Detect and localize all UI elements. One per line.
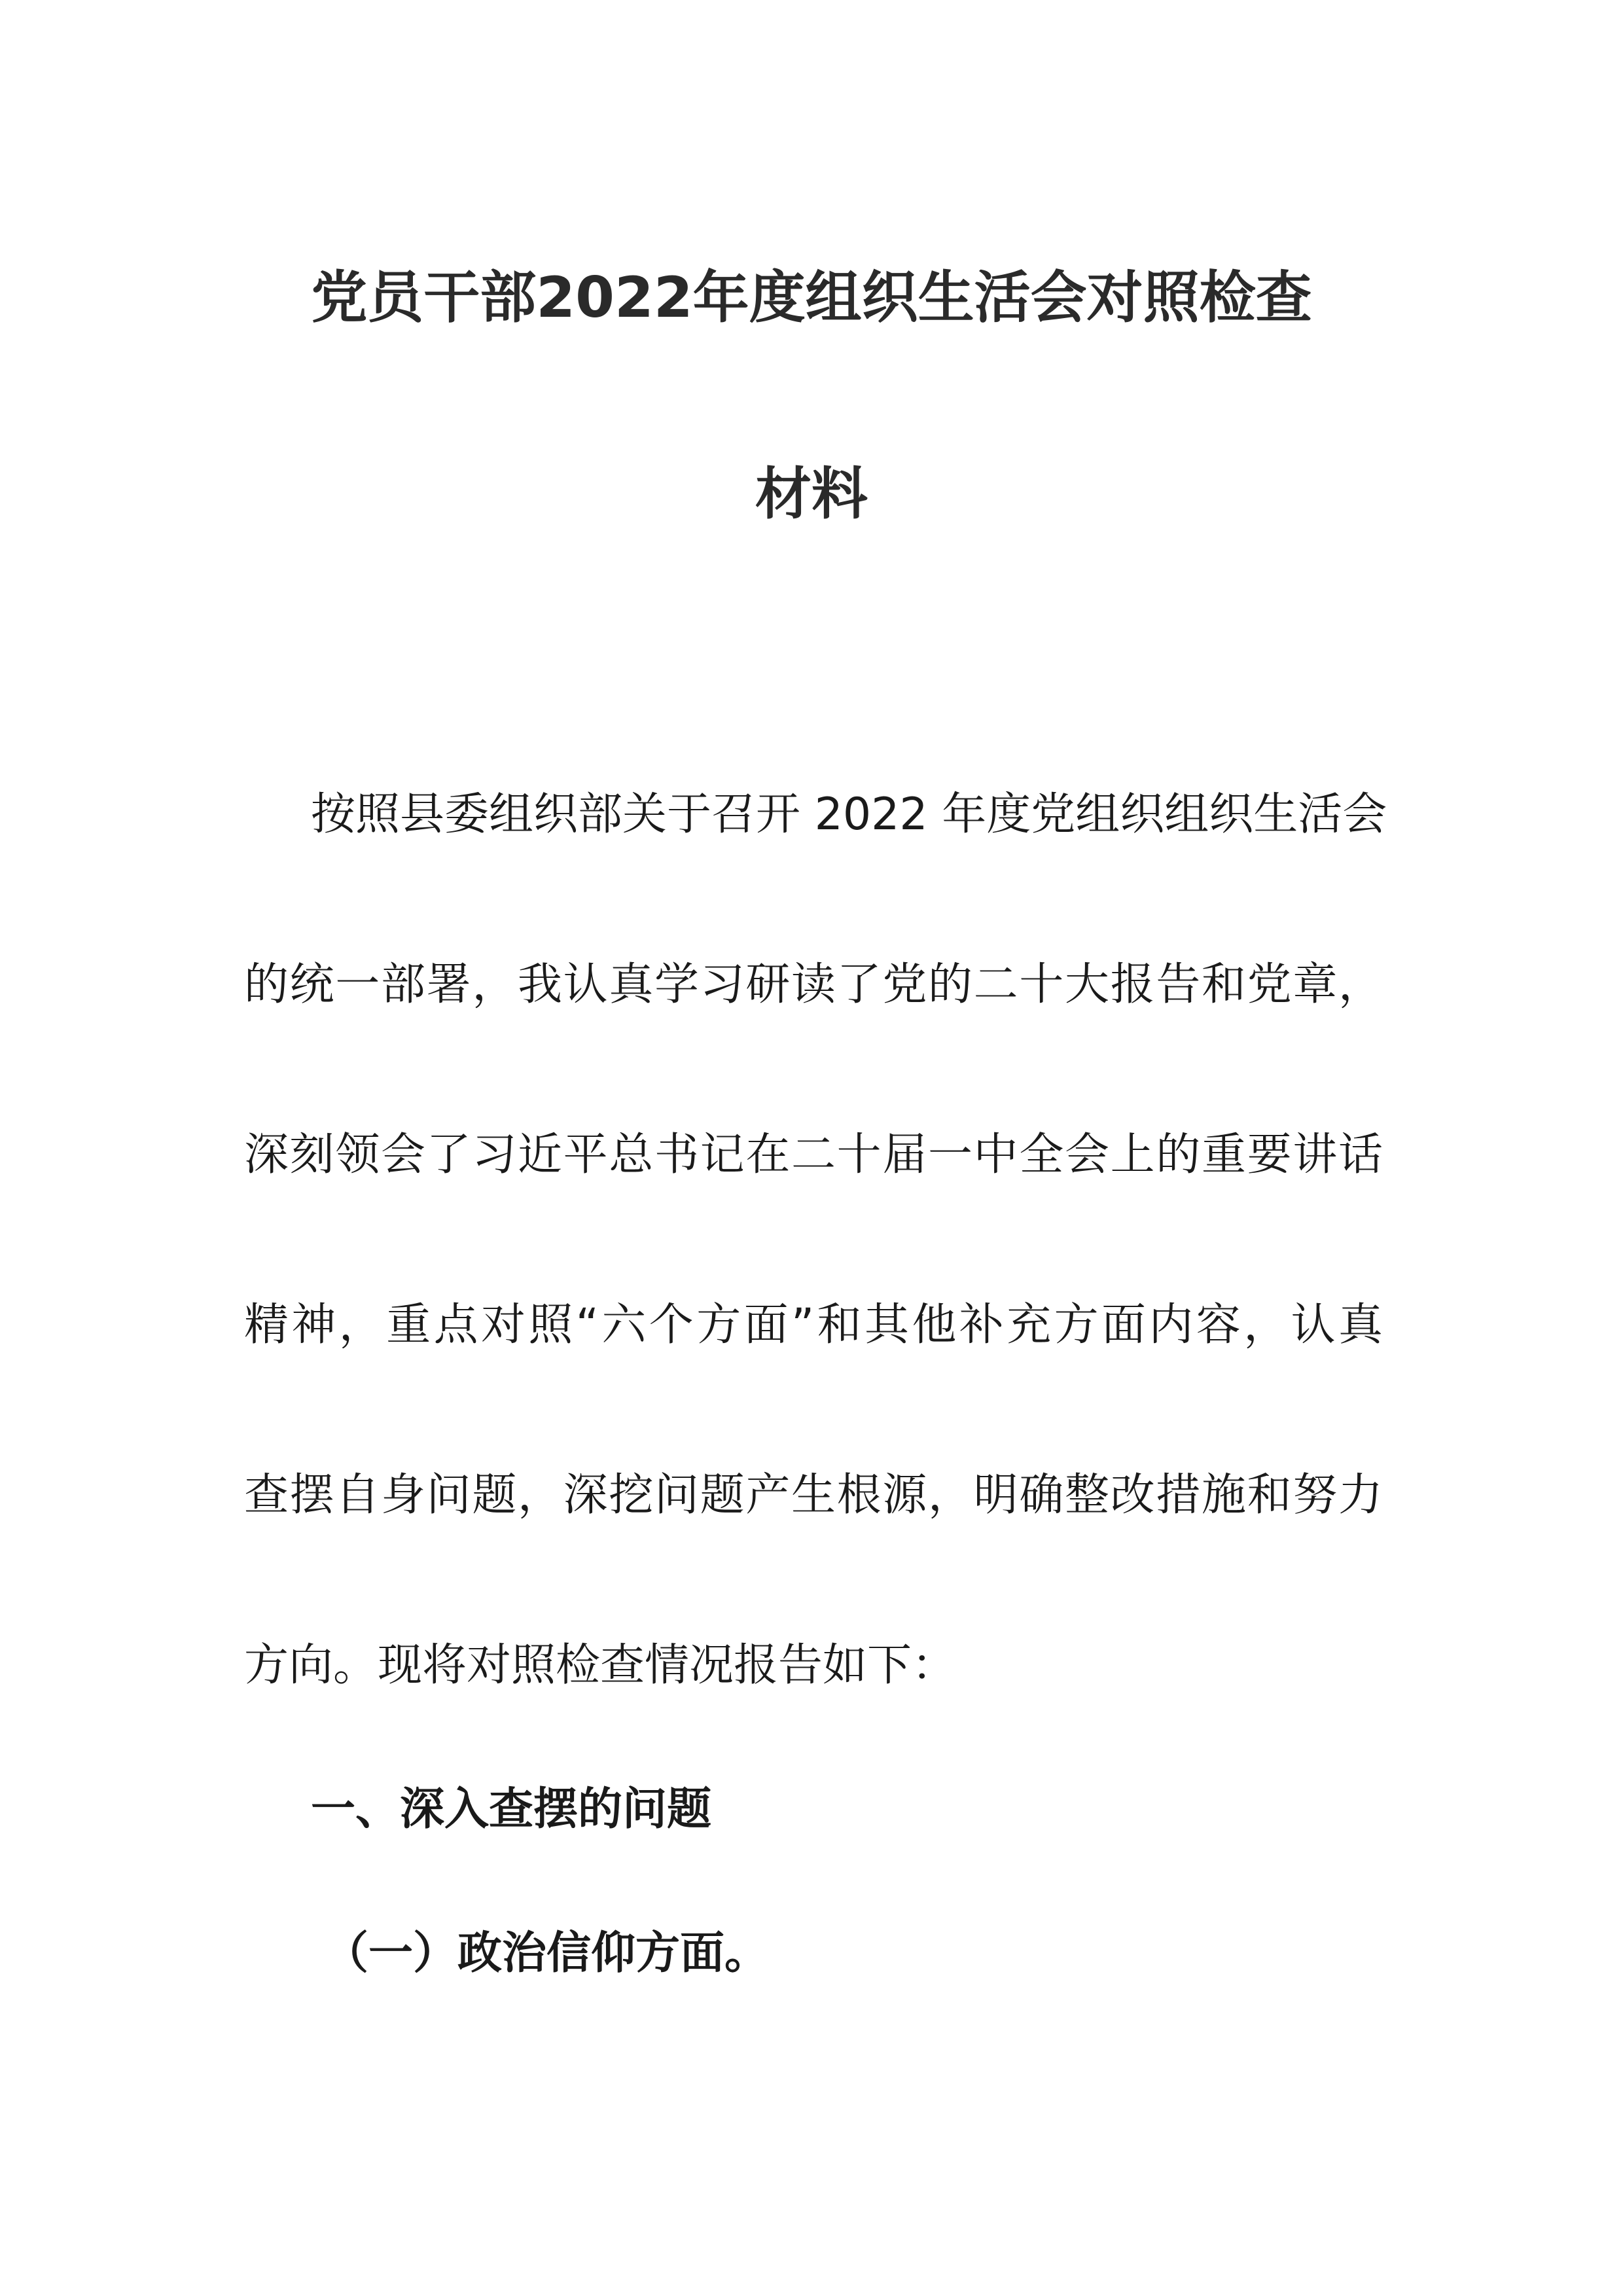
paragraph-line: 方向。现将对照检查情况报告如下：	[244, 1640, 957, 1691]
document-title-continued: 材料	[755, 461, 868, 527]
subsection-heading: （一）政治信仰方面。	[324, 1928, 770, 1979]
paragraph-line: 查摆自身问题，深挖问题产生根源，明确整改措施和努力	[244, 1469, 1383, 1521]
section-heading: 一、深入查摆的问题	[311, 1784, 712, 1835]
paragraph-line: 按照县委组织部关于召开 2022 年度党组织组织生活会	[311, 789, 1387, 840]
document-title: 党员干部2022年度组织生活会对照检查	[311, 265, 1312, 331]
paragraph-line: 深刻领会了习近平总书记在二十届一中全会上的重要讲话	[244, 1129, 1383, 1181]
paragraph-line: 精神，重点对照“六个方面”和其他补充方面内容，认真	[244, 1299, 1383, 1351]
paragraph-line: 的统一部署，我认真学习研读了党的二十大报告和党章，	[244, 959, 1383, 1011]
